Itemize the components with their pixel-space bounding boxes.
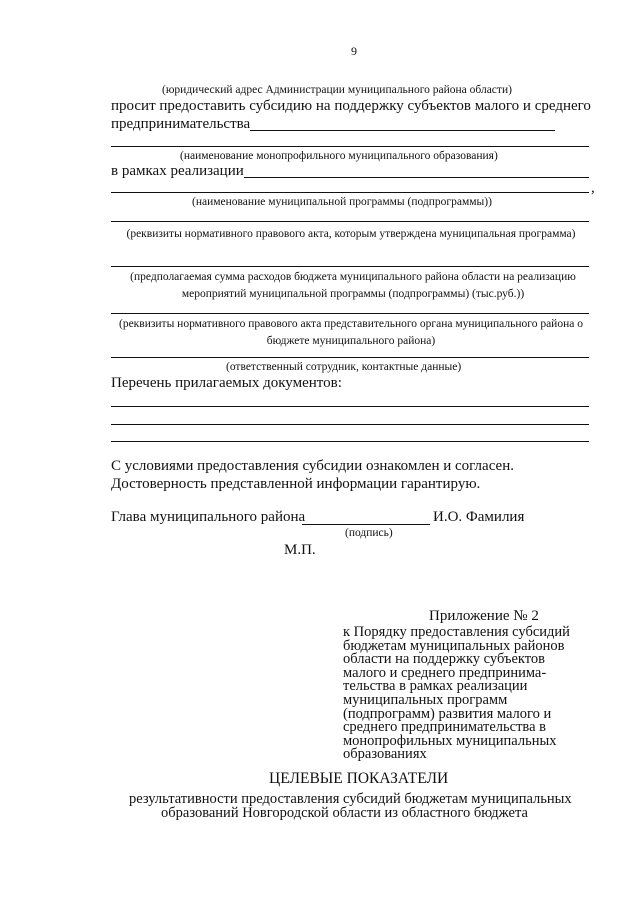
targets-subtitle-2: образований Новгородской области из областного бюджета [161, 805, 528, 821]
appendix-line: среднего предпринимательства в [343, 719, 546, 736]
representative-caption: (реквизиты нормативного правового акта представительного органа муниципального района о бюджете муниципального района) [119, 318, 583, 347]
documents-line-3 [111, 441, 589, 442]
responsible-caption: (ответственный сотрудник, контактные данные) [226, 361, 462, 373]
appendix-line: образованиях [343, 746, 427, 763]
responsible-blank [111, 357, 589, 358]
request-line: просит предоставить субсидию на поддержку субъектов малого и среднего [111, 98, 591, 114]
appendix-line: (подпрограмм) развития малого и [343, 705, 552, 722]
entrepreneurship-blank [250, 130, 555, 131]
appendix-line: тельства в рамках реализации [343, 678, 528, 695]
targets-subtitle-1: результативности предоставления субсидий бюджетам муниципальных [129, 791, 572, 807]
targets-heading: ЦЕЛЕВЫЕ ПОКАЗАТЕЛИ [269, 770, 449, 787]
act-caption: (реквизиты нормативного правового акта, которым утверждена муниципальная программа) [126, 228, 576, 240]
entrepreneurship-label: предпринимательства [111, 116, 251, 132]
head-name: И.О. Фамилия [433, 509, 525, 525]
page-number: 9 [351, 44, 357, 58]
appendix-title: Приложение № 2 [429, 608, 539, 624]
within-blank [244, 177, 589, 178]
appendix-line: монопрофильных муниципальных [343, 732, 557, 749]
budget-caption: (предполагаемая сумма расходов бюджета муниципального района области на реализацию мероприятий муниципальной программы (подпрограммы) (тыс.руб.)) [130, 271, 576, 300]
budget-blank [111, 266, 589, 267]
appendix-line: малого и среднего предпринима- [343, 664, 547, 681]
documents-line-1 [111, 406, 589, 407]
reliability-line: Достоверность представленной информации гарантирую. [111, 476, 481, 492]
head-label: Глава муниципального района [111, 509, 306, 525]
appendix-line: области на поддержку субъектов [343, 651, 546, 668]
representative-blank [111, 313, 589, 314]
within-label: в рамках реализации [111, 163, 244, 179]
program-comma: , [591, 180, 595, 196]
monoprofile-caption: (наименование монопрофильного муниципального образования) [180, 150, 498, 162]
program-caption: (наименование муниципальной программы (подпрограммы)) [192, 196, 492, 208]
signature-blank [302, 524, 430, 525]
appendix-line: к Порядку предоставления субсидий [343, 624, 570, 640]
appendix-line: бюджетам муниципальных районов [343, 637, 565, 654]
act-blank [111, 221, 589, 222]
documents-label: Перечень прилагаемых документов: [111, 375, 342, 391]
monoprofile-blank [111, 146, 589, 147]
appendix-text [343, 626, 570, 762]
documents-line-2 [111, 424, 589, 425]
appendix-line: муниципальных программ [343, 691, 508, 708]
program-blank [111, 192, 589, 193]
legal-address-caption: (юридический адрес Администрации муниципального района области) [162, 84, 512, 96]
agreement-line: С условиями предоставления субсидии ознакомлен и согласен. [111, 458, 514, 474]
signature-caption: (подпись) [345, 527, 393, 539]
stamp-label: М.П. [284, 542, 316, 558]
